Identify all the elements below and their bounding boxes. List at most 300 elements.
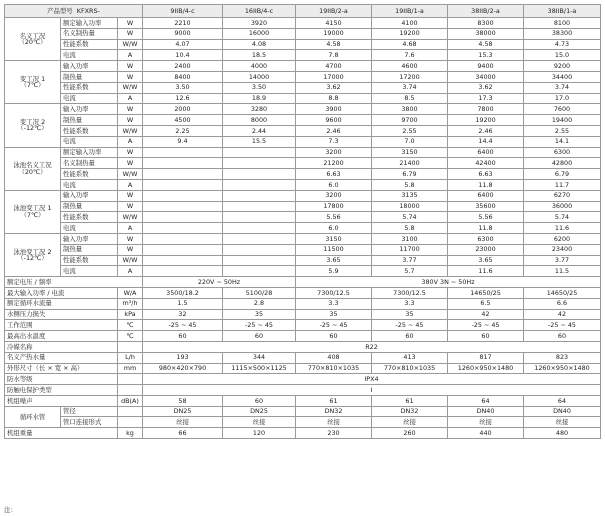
group-label-line: 变工况 2 [19,118,46,127]
unit-cell: ℃ [118,331,143,342]
model-header: 19IIB/1-a [372,5,448,18]
value-cell: 4.73 [524,39,601,50]
value-cell: 6.79 [524,169,601,180]
table-row [5,201,601,212]
table-row [5,18,601,29]
row-label: 管口连接形式 [61,417,118,428]
value-cell: 11.7 [524,179,601,190]
value-cell: 3.62 [296,82,372,93]
value-cell: 3900 [296,104,372,115]
value-cell: 3150 [372,147,448,158]
value-cell: 5.7 [372,266,448,277]
value-cell: 9200 [524,61,601,72]
spec-table-body [5,5,601,439]
value-cell: 36000 [524,201,601,212]
spec-table [4,4,601,439]
value-cell: 344 [223,352,296,363]
group-label [5,18,61,61]
value-cell: 38000 [448,28,524,39]
value-cell [223,158,296,169]
value-cell: 7.6 [372,50,448,61]
unit-cell: W [118,233,143,244]
unit-cell [118,385,143,396]
value-cell: 9600 [296,115,372,126]
value-cell: 980×420×790 [143,363,223,374]
value-cell: 413 [372,352,448,363]
value-cell: 4.58 [448,39,524,50]
row-label: 机组噪声 [5,395,118,406]
row-label: 制热量 [61,244,118,255]
row-label: 额定输入功率 [61,18,118,29]
table-row [5,341,601,352]
value-cell [143,223,223,234]
value-cell: 18.5 [223,50,296,61]
group-label [5,233,61,276]
table-row [5,385,601,396]
value-cell: 440 [448,428,524,439]
value-cell: 9400 [448,61,524,72]
group-label-line: 泳池变工况 1 [13,204,52,213]
group-label [5,104,61,147]
table-row [5,169,601,180]
group-label-line: （-12℃） [17,254,48,263]
row-label: 冷媒名称 [5,341,118,352]
table-row [5,363,601,374]
value-cell: 14650/25 [524,287,601,298]
group-label [5,147,61,190]
row-label: 额定输入功率 [61,147,118,158]
value-cell [223,233,296,244]
value-cell: 23400 [524,244,601,255]
group-label-line: （7℃） [20,81,45,90]
value-cell: 64 [448,395,524,406]
value-cell: 2400 [143,61,223,72]
value-cell: 14000 [223,71,296,82]
value-cell: 3920 [223,18,296,29]
unit-cell: kg [118,428,143,439]
table-row [5,255,601,266]
value-cell: 230 [296,428,372,439]
value-cell [223,266,296,277]
value-cell: 3.77 [372,255,448,266]
value-cell: 11.8 [448,179,524,190]
value-cell: 11500 [296,244,372,255]
table-row [5,309,601,320]
value-cell: 5.56 [448,212,524,223]
group-label [5,61,61,104]
value-cell: 丝接 [143,417,223,428]
value-cell [223,190,296,201]
row-label: 最高出水温度 [5,331,118,342]
row-label: 防水等级 [5,374,118,385]
value-cell: DN25 [223,406,296,417]
unit-cell: W [118,244,143,255]
row-label: 机组重量 [5,428,118,439]
value-cell: 193 [143,352,223,363]
row-label: 工作范围 [5,320,118,331]
value-cell: DN32 [296,406,372,417]
value-cell [223,201,296,212]
model-header: 38IIB/1-a [524,5,601,18]
value-cell: 60 [223,331,296,342]
value-cell: 17200 [372,71,448,82]
table-row [5,50,601,61]
value-cell: 18.9 [223,93,296,104]
row-label: 性能系数 [61,212,118,223]
value-cell: 60 [296,331,372,342]
value-cell: 42 [524,309,601,320]
value-cell: DN25 [143,406,223,417]
value-cell: 35 [223,309,296,320]
value-cell: 6.5 [448,298,524,309]
row-label: 制热量 [61,201,118,212]
group-label-line: （7℃） [20,210,45,219]
value-cell: 58 [143,395,223,406]
value-cell: 19200 [372,28,448,39]
value-cell: 6300 [448,233,524,244]
table-row [5,298,601,309]
value-cell: 7.3 [296,136,372,147]
value-cell: 4.08 [223,39,296,50]
value-cell [223,255,296,266]
value-cell [223,169,296,180]
group-label-line: （-12℃） [17,124,48,133]
row-label: 性能系数 [61,82,118,93]
value-cell: I [143,385,601,396]
unit-cell: ℃ [118,320,143,331]
row-label: 输入功率 [61,104,118,115]
value-cell: 2.8 [223,298,296,309]
group-label-line: 泳池名义工况 [13,161,52,170]
value-cell: DN40 [524,406,601,417]
value-cell: 61 [296,395,372,406]
value-cell: 220V ~ 50Hz [143,277,296,288]
value-cell: 3.74 [524,82,601,93]
unit-cell: A [118,93,143,104]
value-cell: 7.8 [296,50,372,61]
row-label: 性能系数 [61,39,118,50]
row-label: 额定循环水流量 [5,298,118,309]
model-header: 16IIB/4-c [223,5,296,18]
value-cell: 60 [524,331,601,342]
group-label-line: （20℃） [18,38,47,47]
value-cell [223,147,296,158]
value-cell: 10.4 [143,50,223,61]
value-cell: 9700 [372,115,448,126]
value-cell: 35600 [448,201,524,212]
row-label: 电流 [61,223,118,234]
table-row [5,244,601,255]
value-cell: 4150 [296,18,372,29]
value-cell: 4.07 [143,39,223,50]
value-cell [143,201,223,212]
value-cell: -25 ~ 45 [223,320,296,331]
group-label-line: （20℃） [18,167,47,176]
model-header: 9IIB/4-c [143,5,223,18]
value-cell: 6.0 [296,223,372,234]
value-cell: 12.6 [143,93,223,104]
value-cell: 3280 [223,104,296,115]
table-row [5,406,601,417]
value-cell: 60 [143,331,223,342]
table-row [5,287,601,298]
table-row [5,331,601,342]
value-cell: 408 [296,352,372,363]
value-cell: -25 ~ 45 [143,320,223,331]
value-cell: 66 [143,428,223,439]
unit-cell: W [118,61,143,72]
value-cell: 1115×500×1125 [223,363,296,374]
value-cell: 7600 [524,104,601,115]
value-cell: 6.63 [448,169,524,180]
value-cell: 3200 [296,190,372,201]
value-cell: 4100 [372,18,448,29]
value-cell: 34400 [524,71,601,82]
value-cell: 3.3 [372,298,448,309]
table-row [5,190,601,201]
value-cell: 丝接 [223,417,296,428]
table-row [5,428,601,439]
row-label: 性能系数 [61,255,118,266]
unit-cell: W/W [118,255,143,266]
row-label: 水侧压力损失 [5,309,118,320]
unit-cell [118,341,143,352]
value-cell: 17000 [296,71,372,82]
value-cell: 11700 [372,244,448,255]
unit-cell: W [118,18,143,29]
unit-cell: W/W [118,169,143,180]
row-label: 输入功率 [61,233,118,244]
row-label: 外形尺寸（长 × 宽 × 高） [5,363,118,374]
value-cell: 8300 [448,18,524,29]
row-label: 输入功率 [61,190,118,201]
unit-cell: W/W [118,125,143,136]
value-cell [143,255,223,266]
value-cell: 4.68 [372,39,448,50]
row-label: 管径 [61,406,118,417]
table-row [5,212,601,223]
unit-cell: m³/h [118,298,143,309]
table-row [5,395,601,406]
value-cell: 42800 [524,158,601,169]
row-label: 名义制热量 [61,158,118,169]
value-cell [143,179,223,190]
table-row [5,82,601,93]
table-row [5,320,601,331]
unit-cell: A [118,136,143,147]
unit-cell [118,417,143,428]
table-row [5,352,601,363]
value-cell: 18000 [372,201,448,212]
unit-cell: A [118,223,143,234]
unit-cell: dB(A) [118,395,143,406]
header-row [5,5,601,18]
value-cell: 42 [448,309,524,320]
value-cell: 8.8 [296,93,372,104]
row-label: 最大输入功率 / 电流 [5,287,118,298]
value-cell: 3.50 [223,82,296,93]
unit-cell: W/W [118,39,143,50]
table-row [5,39,601,50]
table-row [5,233,601,244]
value-cell: 6300 [524,147,601,158]
value-cell: 7300/12.5 [296,287,372,298]
value-cell: 60 [223,395,296,406]
value-cell: 6270 [524,190,601,201]
value-cell: 6.79 [372,169,448,180]
value-cell: 19000 [296,28,372,39]
value-cell: 3150 [296,233,372,244]
table-row [5,61,601,72]
row-label: 电流 [61,179,118,190]
value-cell: 2.55 [524,125,601,136]
value-cell: 16000 [223,28,296,39]
group-label-line: 变工况 1 [19,74,46,83]
value-cell: 1260×950×1480 [448,363,524,374]
value-cell: 4600 [372,61,448,72]
value-cell: 5.56 [296,212,372,223]
value-cell: 2.46 [296,125,372,136]
group-label-line: 名义工况 [19,31,46,40]
row-label: 制热量 [61,115,118,126]
value-cell [143,266,223,277]
table-row [5,374,601,385]
unit-cell: W [118,147,143,158]
value-cell: 6.6 [524,298,601,309]
model-header: 38IIB/2-a [448,5,524,18]
value-cell: 6.63 [296,169,372,180]
value-cell: 2210 [143,18,223,29]
value-cell: 42400 [448,158,524,169]
value-cell: 3200 [296,147,372,158]
value-cell: 8000 [223,115,296,126]
row-label: 性能系数 [61,169,118,180]
group-label: 循环水管 [5,406,61,428]
value-cell: 14.4 [448,136,524,147]
value-cell: 11.6 [448,266,524,277]
value-cell: 2.46 [448,125,524,136]
value-cell [143,147,223,158]
value-cell: 丝接 [372,417,448,428]
value-cell: 丝接 [448,417,524,428]
value-cell: 3.77 [524,255,601,266]
value-cell: 21400 [372,158,448,169]
table-row [5,277,601,288]
row-label: 制热量 [61,71,118,82]
value-cell: 2.25 [143,125,223,136]
row-label: 电流 [61,266,118,277]
unit-cell: W [118,190,143,201]
value-cell [223,212,296,223]
value-cell: 60 [372,331,448,342]
unit-cell: W [118,201,143,212]
model-label: 产品型号 [47,6,73,15]
value-cell: 260 [372,428,448,439]
value-cell [143,212,223,223]
value-cell: 4500 [143,115,223,126]
value-cell: 35 [296,309,372,320]
value-cell: 1260×950×1480 [524,363,601,374]
value-cell: 770×810×1035 [372,363,448,374]
unit-cell [118,374,143,385]
value-cell: 3500/18.2 [143,287,223,298]
row-label: 名义制热量 [61,28,118,39]
value-cell: 2.55 [372,125,448,136]
value-cell: 4700 [296,61,372,72]
value-cell: 14650/25 [448,287,524,298]
value-cell: 5.9 [296,266,372,277]
model-header: 19IIB/2-a [296,5,372,18]
group-label [5,190,61,233]
value-cell: 3.65 [296,255,372,266]
value-cell: 7.0 [372,136,448,147]
value-cell: 2000 [143,104,223,115]
table-row [5,28,601,39]
value-cell: 5.8 [372,223,448,234]
value-cell: 15.3 [448,50,524,61]
value-cell: 8400 [143,71,223,82]
unit-cell: W/A [118,287,143,298]
value-cell: 11.5 [524,266,601,277]
value-cell: 11.8 [448,223,524,234]
row-label: 名义产热水量 [5,352,118,363]
value-cell: 17.3 [448,93,524,104]
table-row [5,158,601,169]
value-cell: 480 [524,428,601,439]
table-row [5,266,601,277]
value-cell: 6200 [524,233,601,244]
value-cell: 823 [524,352,601,363]
value-cell: 21200 [296,158,372,169]
value-cell: 817 [448,352,524,363]
value-cell [143,233,223,244]
value-cell: 770×810×1035 [296,363,372,374]
value-cell: 14.1 [524,136,601,147]
value-cell: 9.4 [143,136,223,147]
value-cell: 60 [448,331,524,342]
model-prefix: KFXRS- [76,6,100,15]
value-cell [143,169,223,180]
value-cell: 64 [524,395,601,406]
value-cell: 35 [372,309,448,320]
value-cell [143,190,223,201]
value-cell: 丝接 [524,417,601,428]
value-cell: 38300 [524,28,601,39]
value-cell: 9000 [143,28,223,39]
value-cell: 3.50 [143,82,223,93]
value-cell: 120 [223,428,296,439]
value-cell: 6400 [448,190,524,201]
value-cell: 5.74 [372,212,448,223]
value-cell: 丝接 [296,417,372,428]
value-cell: 380V 3N ~ 50Hz [296,277,601,288]
unit-cell: L/h [118,352,143,363]
value-cell: 6400 [448,147,524,158]
unit-cell: W [118,158,143,169]
value-cell: 4000 [223,61,296,72]
unit-cell [118,406,143,417]
value-cell: 32 [143,309,223,320]
value-cell: 7800 [448,104,524,115]
row-label: 额定电压 / 频率 [5,277,143,288]
value-cell: 3800 [372,104,448,115]
unit-cell: kPa [118,309,143,320]
value-cell: DN40 [448,406,524,417]
table-row [5,71,601,82]
value-cell: -25 ~ 45 [524,320,601,331]
table-row [5,179,601,190]
unit-cell: W [118,115,143,126]
